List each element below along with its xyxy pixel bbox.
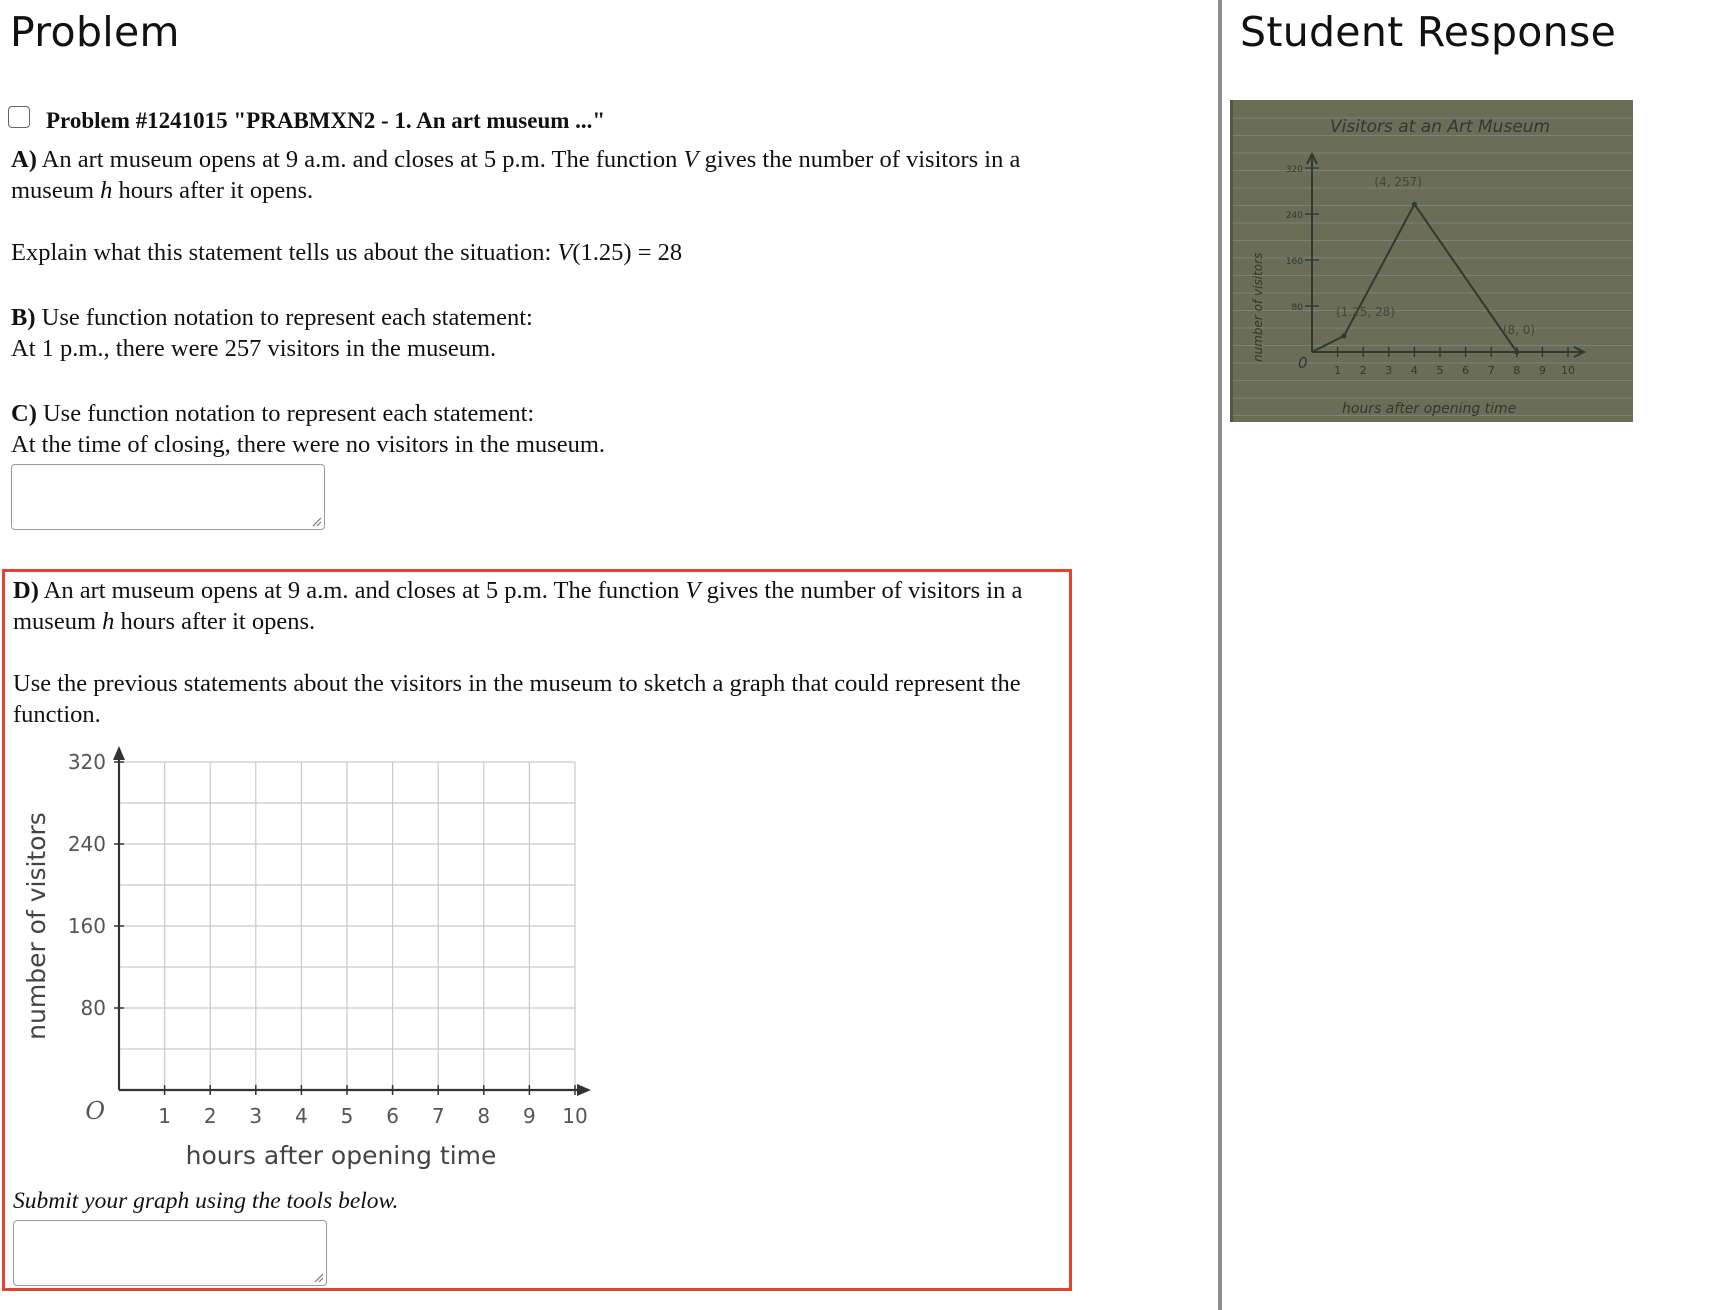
part-d-highlight-box [2,569,1072,1291]
y-tick-label: 320 [67,750,106,774]
resp-y-tick-label: 80 [1291,303,1303,313]
y-axis-title: number of visitors [22,812,51,1040]
part-a-text-3: hours after it opens. [112,177,314,204]
x-tick-label: 3 [249,1104,263,1128]
part-a-explain [11,237,1071,268]
resp-x-tick-label: 8 [1513,364,1521,377]
part-c-answer-textarea[interactable] [11,464,325,530]
problem-header [8,108,605,134]
student-response-image [1230,100,1633,422]
part-b-text: Use function notation to represent each statement: [35,304,533,331]
part-c-prompt [11,398,1071,460]
resp-point-label: (1.25, 28) [1336,304,1395,319]
part-d-answer-textarea[interactable] [13,1220,327,1286]
x-tick-label: 8 [477,1104,491,1128]
problem-select-checkbox[interactable] [8,106,30,128]
resp-point [1412,202,1417,207]
part-a-var-h: h [100,177,113,204]
resp-y-tick-label: 240 [1285,211,1303,221]
part-d-text-3: hours after it opens. [114,608,316,635]
problem-panel-title: Problem [10,8,180,56]
problem-header-text: Problem #1241015 "PRABMXN2 - 1. An art museum ..." [46,108,606,133]
part-a-text-2: gives the number of visitors in a museum [11,146,1021,204]
resp-x-tick-label: 4 [1410,364,1418,377]
part-d-text-2: gives the number of visitors in a museum [13,577,1023,635]
part-a-label: A) [11,146,37,173]
resp-y-tick-label: 160 [1285,257,1303,267]
origin-label: O [85,1097,105,1125]
x-tick-label: 6 [386,1104,399,1128]
part-a-var-v: V [683,146,699,173]
part-d-submit-note: Submit your graph using the tools below. [13,1188,399,1214]
y-tick-label: 160 [67,914,106,938]
resp-x-label: hours after opening time [1342,401,1517,417]
x-tick-label: 1 [158,1104,171,1128]
graph-labels [22,750,588,1170]
resp-x-tick-label: 3 [1385,364,1393,377]
graph-grid [119,762,575,1090]
resp-y-tick-label: 320 [1285,165,1303,175]
x-axis-title: hours after opening time [185,1141,497,1170]
resp-x-tick-label: 9 [1538,364,1546,377]
part-d-var-h: h [102,608,115,635]
x-tick-label: 7 [431,1104,445,1128]
resp-x-tick-label: 7 [1487,364,1495,377]
y-axis-arrow-icon [113,746,125,760]
resp-point-label: (8, 0) [1502,323,1536,337]
resp-x-tick-label: 10 [1561,364,1575,377]
resp-x-tick-label: 5 [1436,364,1444,377]
blank-graph [5,572,1069,1172]
resp-y-label: number of visitors [1251,252,1265,362]
x-tick-label: 9 [523,1104,536,1128]
x-tick-label: 10 [562,1104,588,1128]
part-d-label: D) [13,577,39,604]
x-axis-arrow-icon [577,1084,591,1096]
part-d-var-v: V [685,577,701,604]
part-a-explain-prefix: Explain what this statement tells us about the situation: [11,239,558,266]
resize-grip-icon[interactable] [310,515,322,527]
part-d-instruction: Use the previous statements about the visitors in the museum to sketch a graph that could represent the function. [13,670,1021,728]
x-tick-label: 2 [203,1104,217,1128]
part-a-text-1: An art museum opens at 9 a.m. and closes at 5 p.m. The function [36,146,684,173]
resp-point-label: (4, 257) [1374,175,1422,190]
resp-origin-label: 0 [1298,354,1308,372]
x-tick-label: 5 [340,1104,354,1128]
part-b-statement: At 1 p.m., there were 257 visitors in the museum. [11,335,497,362]
resp-x-tick-label: 2 [1359,364,1367,377]
part-a-expr-rest: (1.25) = 28 [572,239,683,266]
part-a-expr-v: V [557,239,573,266]
part-a-prompt [11,144,1071,206]
part-c-statement: At the time of closing, there were no visitors in the museum. [11,431,606,458]
graph-axes [113,746,591,1096]
resp-x-tick-label: 1 [1334,364,1342,377]
part-c-label: C) [11,400,37,427]
resp-x-tick-label: 6 [1462,364,1470,377]
y-tick-label: 80 [80,996,106,1020]
student-response-title: Student Response [1240,8,1617,56]
y-tick-label: 240 [67,832,106,856]
resp-image-title: Visitors at an Art Museum [1330,117,1551,137]
resp-point [1514,350,1519,355]
x-tick-label: 4 [295,1104,308,1128]
resp-point [1342,333,1347,338]
resize-grip-icon[interactable] [312,1271,324,1283]
part-d-text-1: An art museum opens at 9 a.m. and closes at 5 p.m. The function [38,577,686,604]
part-b-label: B) [11,304,36,331]
part-c-text: Use function notation to represent each statement: [36,400,535,427]
part-b-prompt [11,302,1071,364]
